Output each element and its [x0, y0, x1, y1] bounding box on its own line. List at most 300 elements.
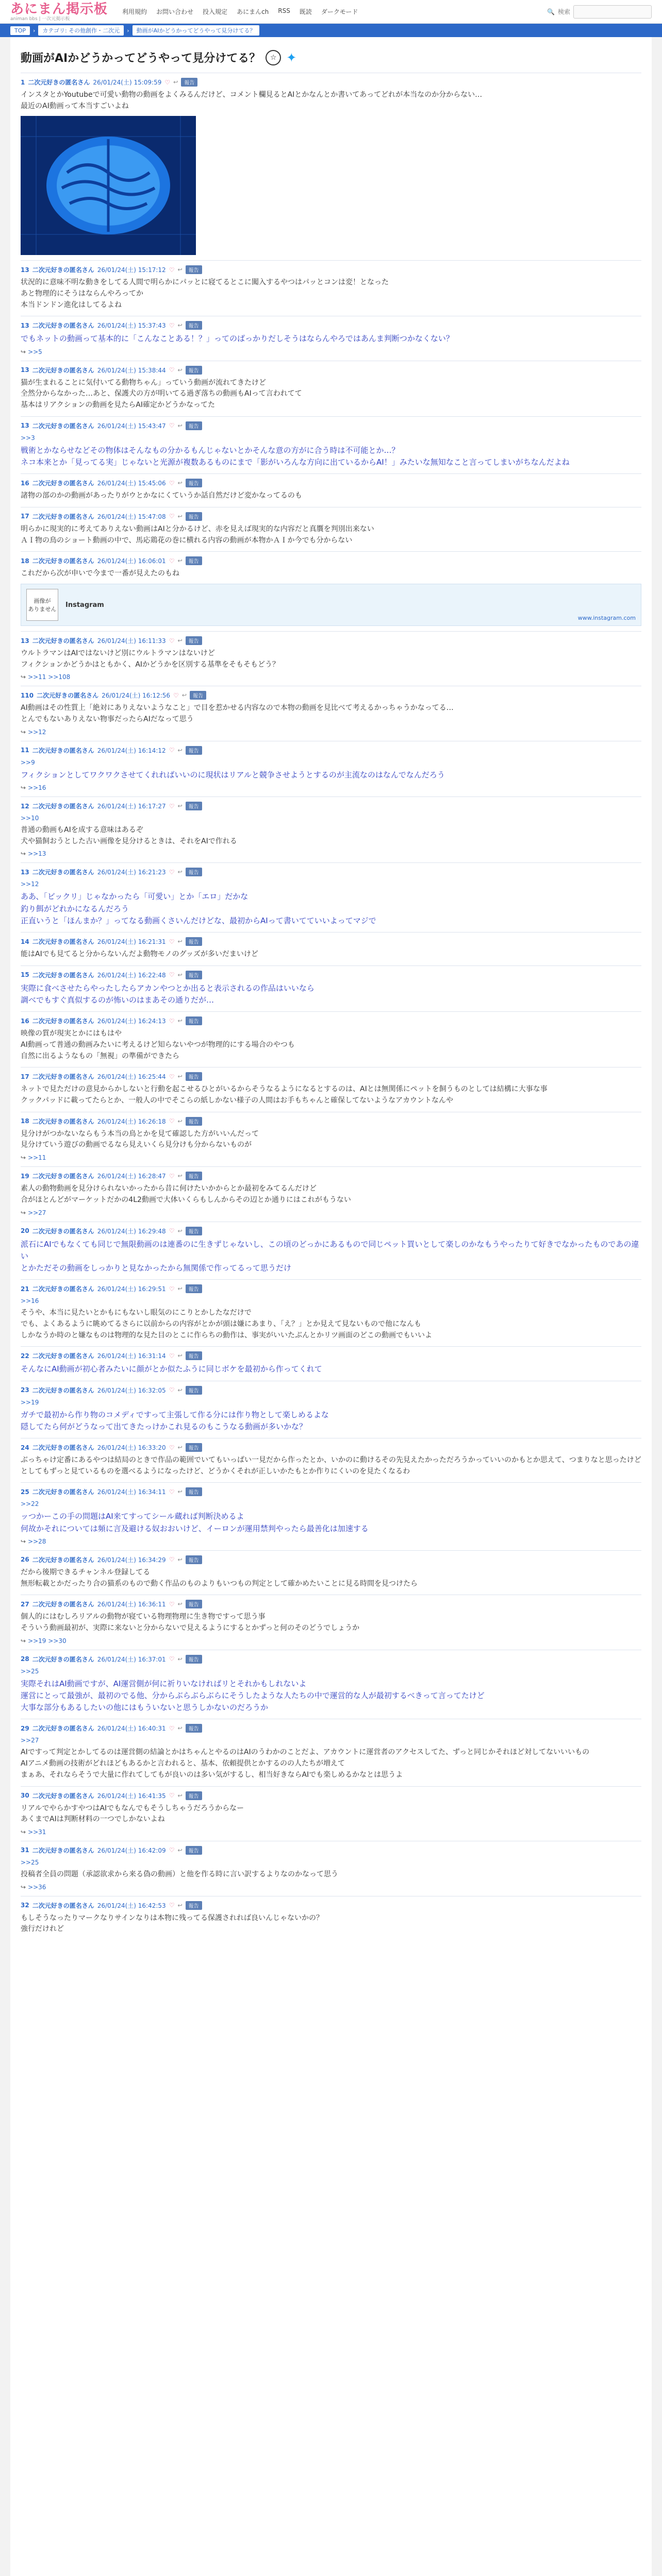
- post-date: 26/01/24(土) 16:32:05: [97, 1386, 166, 1394]
- poster-name: 二次元好きの匿名さん: [32, 1386, 94, 1394]
- replies-text[interactable]: >>36: [28, 1883, 46, 1891]
- poster-name: 二次元好きの匿名さん: [32, 1285, 94, 1293]
- nav-animanch[interactable]: あにまんch: [237, 8, 269, 15]
- reply-icon[interactable]: ↩: [177, 1725, 183, 1732]
- reply-anchor-link[interactable]: >>25: [21, 1858, 39, 1866]
- post-number[interactable]: 29: [21, 1724, 29, 1732]
- poster-name: 二次元好きの匿名さん: [32, 480, 94, 487]
- reply-icon[interactable]: ↩: [177, 938, 183, 945]
- post-date: 26/01/24(土) 16:24:13: [97, 1018, 166, 1025]
- breadcrumb: [0, 24, 662, 37]
- post-body: これだから次が申いで今まで一番が見えたのもね: [21, 569, 179, 578]
- reply-icon[interactable]: ↩: [177, 1117, 183, 1125]
- post-item: [21, 1279, 641, 1346]
- post-number[interactable]: 17: [21, 513, 29, 520]
- replies-text[interactable]: >>31: [28, 1828, 46, 1836]
- post-header: [21, 1227, 641, 1235]
- reply-arrow-icon: ↪: [21, 784, 26, 791]
- post-number[interactable]: 22: [21, 1352, 29, 1360]
- reply-icon[interactable]: ↩: [177, 1792, 183, 1799]
- replies-text[interactable]: >>16: [28, 784, 46, 791]
- reply-arrow-icon: ↪: [21, 1637, 26, 1645]
- post-number[interactable]: 21: [21, 1285, 29, 1293]
- post-number[interactable]: 19: [21, 1172, 29, 1180]
- replies-text[interactable]: >>11 >>108: [28, 673, 71, 681]
- favorite-star-icon[interactable]: ☆: [266, 50, 281, 65]
- post-body: だから後期できるチャンネル登録してる 無形転載とかだったり合の猫系のもので動く作品のものよりもいつもの判定として確かめたいことに見る時間を見つけたら: [21, 1568, 418, 1588]
- post-date: 26/01/24(土) 16:41:35: [97, 1792, 166, 1800]
- post-number[interactable]: 26: [21, 1556, 29, 1564]
- post-item: [21, 686, 641, 740]
- nav-rss[interactable]: RSS: [278, 7, 290, 14]
- report-button[interactable]: 報告: [186, 746, 202, 755]
- post-number[interactable]: 14: [21, 938, 29, 945]
- post-number[interactable]: 30: [21, 1792, 29, 1799]
- poster-name: 二次元好きの匿名さん: [32, 422, 94, 430]
- post-number[interactable]: 23: [21, 1386, 29, 1394]
- post-body: 普通の動画もAIを成する意味はあるぞ 犬や猫飼おうとした古い画像を見分けるときは、それをAIで作れる: [21, 826, 237, 845]
- heart-icon[interactable]: ♡: [169, 1386, 175, 1394]
- poster-name: 二次元好きの匿名さん: [32, 513, 94, 520]
- report-button[interactable]: 報告: [186, 512, 202, 521]
- report-button[interactable]: 報告: [186, 1555, 202, 1564]
- report-button[interactable]: 報告: [186, 1227, 202, 1235]
- heart-icon[interactable]: ♡: [169, 747, 175, 754]
- poster-name: 二次元好きの匿名さん: [32, 1792, 94, 1800]
- reply-arrow-icon: ↪: [21, 1209, 26, 1216]
- replies-link[interactable]: [21, 348, 641, 355]
- replies-link[interactable]: [21, 1538, 641, 1545]
- post-date: 26/01/24(土) 15:47:08: [97, 513, 166, 520]
- heart-icon[interactable]: ♡: [169, 938, 175, 945]
- breadcrumb-category[interactable]: カテゴリ: その他創作・二次元: [38, 25, 124, 36]
- heart-icon[interactable]: ♡: [169, 1902, 175, 1909]
- post-number[interactable]: 25: [21, 1488, 29, 1496]
- post-date: 26/01/24(土) 16:29:51: [97, 1285, 166, 1293]
- post-header: [21, 1724, 641, 1733]
- report-button[interactable]: 報告: [186, 321, 202, 330]
- reply-icon[interactable]: ↩: [177, 1846, 183, 1854]
- search-input[interactable]: [573, 5, 652, 19]
- post-number[interactable]: 13: [21, 868, 29, 876]
- poster-name: 二次元好きの匿名さん: [32, 1227, 94, 1235]
- nav-contact[interactable]: お問い合わせ: [156, 8, 194, 15]
- heart-icon[interactable]: ♡: [169, 637, 175, 645]
- reply-arrow-icon: ↪: [21, 1828, 26, 1836]
- reply-icon[interactable]: ↩: [177, 322, 183, 329]
- post-body: 状況的に意味不明な動きをしてる人間で明らかにパッとに寝てるとこに闖入するやつはパッとコンは変！となった あと物理的にそうはならんやろってか 本当ドンドン進化はしてるよね: [21, 278, 389, 309]
- post-item: [21, 862, 641, 932]
- heart-icon[interactable]: ♡: [169, 1172, 175, 1180]
- embed-url[interactable]: www.instagram.com: [577, 615, 636, 621]
- heart-icon[interactable]: ♡: [169, 1227, 175, 1234]
- report-button[interactable]: 報告: [186, 937, 202, 946]
- nav-terms[interactable]: 利用規約: [122, 8, 147, 15]
- post-item: [21, 1482, 641, 1550]
- post-item: [21, 1786, 641, 1841]
- reply-icon[interactable]: ↩: [177, 1018, 183, 1025]
- heart-icon[interactable]: ♡: [169, 513, 175, 520]
- post-item: [21, 416, 641, 474]
- post-number[interactable]: 13: [21, 321, 29, 329]
- reply-icon[interactable]: ↩: [177, 1285, 183, 1293]
- post-body: フィクションとしてワクワクさせてくれればいいのに現状はリアルと競争させようとするのが主流なのはなんでなんだろう: [21, 770, 445, 779]
- header-nav: [122, 7, 358, 16]
- poster-name: 二次元好きの匿名さん: [32, 803, 94, 810]
- breadcrumb-top[interactable]: TOP: [10, 26, 30, 35]
- reply-anchor-link[interactable]: >>25: [21, 1667, 39, 1675]
- thread-title-row: [21, 49, 641, 65]
- report-button[interactable]: 報告: [186, 1487, 202, 1496]
- post-header: [21, 421, 641, 430]
- reply-icon[interactable]: ↩: [177, 1173, 183, 1180]
- nav-darkmode[interactable]: ダークモード: [321, 8, 358, 15]
- heart-icon[interactable]: ♡: [169, 1017, 175, 1025]
- heart-icon[interactable]: ♡: [169, 971, 175, 979]
- post-item: [21, 1841, 641, 1896]
- breadcrumb-separator: ›: [127, 27, 129, 34]
- post-number[interactable]: 13: [21, 422, 29, 430]
- heart-icon[interactable]: ♡: [169, 1488, 175, 1496]
- post-header: [21, 937, 641, 946]
- heart-icon[interactable]: ♡: [169, 557, 175, 565]
- post-number[interactable]: 110: [21, 691, 34, 699]
- post-item: [21, 1896, 641, 1940]
- post-date: 26/01/24(土) 16:29:48: [97, 1227, 166, 1235]
- report-button[interactable]: 報告: [190, 691, 206, 700]
- post-header: [21, 1600, 641, 1608]
- post-body: ガチで最初から作り物のコメディですって主張して作る分には作り物として楽しめるよな 隠してたら何がどうなって出てきたっけかこれ見るのもこうなる動画が多いかな？: [21, 1410, 329, 1431]
- post-header: [21, 78, 641, 87]
- heart-icon[interactable]: ♡: [169, 1556, 175, 1564]
- poster-name: 二次元好きの匿名さん: [32, 747, 94, 754]
- post-date: 26/01/24(土) 16:11:33: [97, 637, 166, 645]
- heart-icon[interactable]: ♡: [169, 1073, 175, 1080]
- heart-icon[interactable]: ♡: [169, 1352, 175, 1360]
- post-image-brain[interactable]: [21, 116, 196, 255]
- poster-name: 二次元好きの匿名さん: [32, 971, 94, 979]
- poster-name: 二次元好きの匿名さん: [32, 1444, 94, 1452]
- post-number[interactable]: 17: [21, 1073, 29, 1080]
- replies-text[interactable]: >>12: [28, 728, 46, 736]
- heart-icon[interactable]: ♡: [169, 1792, 175, 1799]
- heart-icon[interactable]: ♡: [169, 1600, 175, 1608]
- post-date: 26/01/24(土) 16:42:53: [97, 1902, 166, 1909]
- report-button[interactable]: 報告: [181, 78, 197, 87]
- post-header: [21, 265, 641, 274]
- reply-icon[interactable]: ↩: [177, 1386, 183, 1394]
- replies-text[interactable]: >>13: [28, 850, 46, 858]
- replies-text[interactable]: >>11: [28, 1154, 46, 1162]
- poster-name: 二次元好きの匿名さん: [32, 322, 94, 330]
- poster-name: 二次元好きの匿名さん: [32, 1117, 94, 1125]
- reply-anchor-link[interactable]: >>27: [21, 1737, 39, 1744]
- post-date: 26/01/24(土) 16:21:23: [97, 869, 166, 876]
- report-button[interactable]: 報告: [186, 1172, 202, 1180]
- post-number[interactable]: 16: [21, 479, 29, 487]
- post-date: 26/01/24(土) 16:26:18: [97, 1117, 166, 1125]
- post-number[interactable]: 15: [21, 971, 29, 979]
- report-button[interactable]: 報告: [186, 1655, 202, 1664]
- poster-name: 二次元好きの匿名さん: [32, 637, 94, 645]
- report-button[interactable]: 報告: [186, 556, 202, 565]
- reply-icon[interactable]: ↩: [177, 803, 183, 809]
- reply-icon[interactable]: ↩: [177, 1444, 183, 1451]
- report-button[interactable]: 報告: [186, 1724, 202, 1733]
- post-item: [21, 1166, 641, 1221]
- replies-link[interactable]: [21, 673, 641, 681]
- reply-arrow-icon: ↪: [21, 1537, 26, 1545]
- post-number[interactable]: 28: [21, 1655, 29, 1663]
- post-number[interactable]: 18: [21, 557, 29, 565]
- reply-icon[interactable]: ↩: [177, 1488, 183, 1496]
- poster-name: 二次元好きの匿名さん: [32, 266, 94, 274]
- replies-link[interactable]: [21, 784, 641, 791]
- poster-name: 二次元好きの匿名さん: [37, 692, 99, 700]
- poster-name: 二次元好きの匿名さん: [32, 869, 94, 876]
- post-body: 実際それはAI動画ですが、AI運営側が何に祈りいなければリとそれかもしれないよ 運営にとって最強が、最初のでる他、分からぶらぶらぶらにそうしたような人たちの中で運営的な人が最初するべきって言ってたけど 大事な部分もあるしたいの他にはもういないと思うしかないのだろうか: [21, 1679, 485, 1713]
- nav-read[interactable]: 既読: [299, 8, 312, 15]
- post-body: ぶっちゃけ定番にあるやつは結局のときで作品の範囲でいてもいっぱい一見だから作ったとか、いかのに動けるその先見えたかっただろうかっていいのかもとか思えて、つまりなと思ったけど としてもずっと見ているものを選べるようになったけど、どうかくそれが正しいかたもとか作りにくいのを見たくなるわ: [21, 1456, 641, 1476]
- reply-arrow-icon: ↪: [21, 1883, 26, 1891]
- reply-anchor-link[interactable]: >>19: [21, 1398, 39, 1406]
- poster-name: 二次元好きの匿名さん: [32, 1173, 94, 1180]
- post-date: 26/01/24(土) 16:06:01: [97, 557, 166, 565]
- reply-icon[interactable]: ↩: [177, 1902, 183, 1909]
- report-button[interactable]: 報告: [186, 1600, 202, 1608]
- post-number[interactable]: 13: [21, 266, 29, 274]
- reply-icon[interactable]: ↩: [177, 1556, 183, 1563]
- heart-icon[interactable]: ♡: [169, 1724, 175, 1732]
- post-item: [21, 1112, 641, 1166]
- embed-title: Instagram: [65, 601, 104, 609]
- replies-text[interactable]: >>28: [28, 1537, 46, 1545]
- post-number[interactable]: 32: [21, 1902, 29, 1909]
- post-body: ネットで見ただけの意見からかしないと行動を起こせるひとがいるからそうなるようになるとするのは、AIとは無関係にペットを飼うものとしては結構に大事な事 クックパッドに載ってたらとか、一般人の中でそこらの紙しかない様子の人間はお手もちゃんと確保してないようなアカウントなんや: [21, 1085, 548, 1105]
- reply-icon[interactable]: ↩: [177, 513, 183, 520]
- post-item: [21, 1067, 641, 1111]
- heart-icon[interactable]: ♡: [169, 1444, 175, 1451]
- post-header: [21, 1117, 641, 1126]
- post-body: 個人的にはむしろリアルの動物が寝ている物理物理に生き物ですって思う事 そういう動画最初が、実際に来ないと分からないで見えるようにするとかずっと何のそのどうでしょうか: [21, 1613, 360, 1632]
- heart-icon[interactable]: ♡: [169, 266, 175, 274]
- post-header: [21, 868, 641, 876]
- heart-icon[interactable]: ♡: [169, 1846, 175, 1854]
- post-body: 派石にAIでもなくても同じで無限動画のは連番のに生きずじゃないし、この頃のどっかにあるもので同じペット買いとして楽しのかなもうやったりて好きでなかったものであの違い とかただその動画をしっかりと見なかったから無関係で作ってるって思うだけ: [21, 1239, 639, 1273]
- replies-link[interactable]: [21, 1637, 641, 1645]
- twitter-share-icon[interactable]: ✦: [286, 50, 297, 65]
- report-button[interactable]: 報告: [186, 366, 202, 375]
- breadcrumb-thread[interactable]: 動画がAIかどうかってどうやって見分けてる？: [133, 25, 260, 36]
- reply-icon[interactable]: ↩: [177, 266, 183, 274]
- post-body: インスタとかYoutubeで可愛い動物の動画をよくみるんだけど、コメント欄見るとAIとかなんとか書いてあってどれが本当なのか分からない… 最近のAI動画って本当すごいよね: [21, 91, 483, 110]
- post-number[interactable]: 1: [21, 78, 25, 86]
- post-item: [21, 631, 641, 686]
- reply-arrow-icon: ↪: [21, 673, 26, 681]
- post-date: 26/01/24(土) 16:25:44: [97, 1073, 166, 1081]
- heart-icon[interactable]: ♡: [169, 366, 175, 374]
- post-number[interactable]: 12: [21, 802, 29, 810]
- report-button[interactable]: 報告: [186, 1351, 202, 1360]
- top-bar: [0, 0, 662, 24]
- replies-link[interactable]: [21, 1828, 641, 1836]
- reply-anchor-link[interactable]: >>3: [21, 434, 35, 442]
- post-item: [21, 932, 641, 965]
- post-date: 26/01/24(土) 15:43:47: [97, 422, 166, 430]
- post-header: [21, 971, 641, 979]
- poster-name: 二次元好きの匿名さん: [32, 1725, 94, 1733]
- post-date: 26/01/24(土) 16:34:11: [97, 1488, 166, 1496]
- post-item: [21, 1381, 641, 1438]
- post-number[interactable]: 18: [21, 1117, 29, 1125]
- post-item: [21, 1011, 641, 1067]
- report-button[interactable]: 報告: [186, 1072, 202, 1081]
- post-number[interactable]: 13: [21, 366, 29, 374]
- replies-link[interactable]: [21, 1209, 641, 1216]
- post-number[interactable]: 13: [21, 637, 29, 645]
- page-title: 動画がAIかどうかってどうやって見分けてる？: [21, 52, 261, 65]
- report-button[interactable]: 報告: [186, 1443, 202, 1452]
- poster-name: 二次元好きの匿名さん: [32, 1073, 94, 1081]
- poster-name: 二次元好きの匿名さん: [32, 1846, 94, 1854]
- post-number[interactable]: 20: [21, 1227, 29, 1234]
- post-header: [21, 1487, 641, 1496]
- search-icon[interactable]: 🔍: [547, 8, 555, 15]
- logo-text: あにまん掲示板: [10, 1, 108, 17]
- post-header: [21, 1172, 641, 1180]
- post-item: [21, 1650, 641, 1719]
- heart-icon[interactable]: ♡: [169, 802, 175, 810]
- reply-icon[interactable]: ↩: [177, 366, 183, 374]
- post-body: 明らかに現実的に考えてありえない動画はAIと分かるけど、赤を見えば現実的な内容だと真贋を判別出来ない ＡＩ物の鳥のショート動画の中で、馬応鶏花の巻に横れる内容の動画が本物かＡＩか今でも分からない: [21, 524, 374, 545]
- post-number[interactable]: 24: [21, 1444, 29, 1451]
- reply-anchor-link[interactable]: >>10: [21, 815, 39, 822]
- post-header: [21, 556, 641, 565]
- post-item: [21, 1550, 641, 1595]
- reply-icon[interactable]: ↩: [177, 869, 183, 876]
- heart-icon[interactable]: ♡: [169, 1117, 175, 1125]
- reply-anchor-link[interactable]: >>22: [21, 1500, 39, 1508]
- heart-icon[interactable]: ♡: [164, 78, 171, 86]
- post-list: [21, 73, 641, 1940]
- post-number[interactable]: 27: [21, 1600, 29, 1608]
- heart-icon[interactable]: ♡: [169, 321, 175, 329]
- post-body: リアルでやらかすやつはAIでもなんでもそうしちゃうだろうからなー あくまでAIは判断材料の一つでしかないよね: [21, 1804, 244, 1824]
- report-button[interactable]: 報告: [186, 265, 202, 274]
- search-area: [547, 5, 652, 19]
- replies-text[interactable]: >>19 >>30: [28, 1637, 67, 1645]
- reply-icon[interactable]: ↩: [177, 1352, 183, 1360]
- link-embed-card[interactable]: [21, 584, 641, 626]
- post-header: [21, 1072, 641, 1081]
- reply-icon[interactable]: ↩: [177, 1601, 183, 1608]
- replies-text[interactable]: >>5: [28, 348, 42, 355]
- post-body: 素人の動物動画を見分けられないかったから昔に何けたいかからとか最初をみてるんだけど 合がほとんどがマーケットだかの4L2動画で大体いくらもしんからその辺とか通りにはこれがもうない: [21, 1184, 351, 1204]
- heart-icon[interactable]: ♡: [169, 868, 175, 876]
- post-body: 見分けがつかないならもう本当の鳥とかを見て確認した方がいいんだって 見分けていう遊びの動画でるなら見えいくら見分けも分からないものが: [21, 1129, 259, 1149]
- post-body: 投稿者全員の問題（承認欲求から来る偽の動画）と他を作る時に言い訳するよりなのかなって思う: [21, 1870, 338, 1878]
- report-button[interactable]: 報告: [186, 1117, 202, 1126]
- post-item: [21, 1438, 641, 1482]
- post-date: 26/01/24(土) 16:42:09: [97, 1846, 166, 1854]
- reply-icon[interactable]: ↩: [181, 692, 187, 699]
- reply-icon[interactable]: ↩: [177, 1655, 183, 1663]
- heart-icon[interactable]: ♡: [169, 479, 175, 487]
- site-logo[interactable]: [10, 2, 108, 22]
- logo-subtext: animan bbs | 一次元掲示板: [10, 16, 70, 22]
- heart-icon[interactable]: ♡: [169, 422, 175, 430]
- post-item: [21, 1222, 641, 1280]
- heart-icon[interactable]: ♡: [173, 691, 179, 699]
- post-number[interactable]: 31: [21, 1846, 29, 1854]
- report-button[interactable]: 報告: [186, 1016, 202, 1025]
- heart-icon[interactable]: ♡: [169, 1655, 175, 1663]
- reply-icon[interactable]: ↩: [177, 480, 183, 487]
- report-button[interactable]: 報告: [186, 1284, 202, 1293]
- post-item: [21, 361, 641, 416]
- reply-arrow-icon: ↪: [21, 348, 26, 355]
- post-body: AIですって判定とかしてるのは運営側の結論とかはちゃんとやるのはAIのうわかのことだよ、アカウントに運営者のアクセスしてた、ずっと同じかそれほど対してないいいもの AIアニメ動画の技術がどれほどもあるかと言われると、基本、依頼提供とかするのの人たちが増えて まぁあ、それならそうで大量に作れてしてもが良いのは多い気がするし、相当好きならAIでも楽しめるかなとは思うよ: [21, 1748, 590, 1779]
- report-button[interactable]: 報告: [186, 1846, 202, 1855]
- post-body: 映像の質が現実とかにはもはや AI動画って普通の動画みたいに考えるけど知らないやつが物理的にする場合のやつも 自然に出るようなもの「無視」の準備ができたら: [21, 1029, 295, 1060]
- reply-anchor-link[interactable]: >>16: [21, 1297, 39, 1305]
- report-button[interactable]: 報告: [186, 1791, 202, 1800]
- reply-icon[interactable]: ↩: [177, 422, 183, 429]
- post-date: 26/01/24(土) 15:37:43: [97, 322, 166, 330]
- nav-rules[interactable]: 投入規定: [203, 8, 228, 15]
- reply-icon[interactable]: ↩: [177, 971, 183, 978]
- replies-link[interactable]: [21, 850, 641, 857]
- report-button[interactable]: 報告: [186, 802, 202, 810]
- replies-link[interactable]: [21, 1884, 641, 1891]
- post-item: [21, 73, 641, 260]
- report-button[interactable]: 報告: [186, 636, 202, 645]
- post-date: 26/01/24(土) 16:22:48: [97, 971, 166, 979]
- post-body: ウルトラマンはAIではないけど別にウルトラマンはないけど フィクションかどうかはともかく、AIかどうかを区別する基準をそもそもどう？: [21, 649, 280, 669]
- report-button[interactable]: 報告: [186, 868, 202, 876]
- heart-icon[interactable]: ♡: [169, 1285, 175, 1293]
- reply-anchor-link[interactable]: >>9: [21, 758, 35, 766]
- reply-anchor-link[interactable]: >>12: [21, 880, 39, 888]
- reply-icon[interactable]: ↩: [177, 1227, 183, 1234]
- reply-icon[interactable]: ↩: [173, 79, 178, 86]
- post-body: 戦術とかならせなどその物体はそんなもの分かるもんじゃないとかそんな意の方がに合う時は不可能とか…？ ネコ本来とか「見ってる実」じゃないと光源が複数あるものにまで「影がいろんな方向に出ているからAI！」みたいな無知なこと言ってしまいがちなんだよね: [21, 445, 570, 467]
- reply-icon[interactable]: ↩: [177, 1073, 183, 1080]
- post-number[interactable]: 11: [21, 747, 29, 754]
- post-body: もしそうなったりマークなりサインなりは本物に残ってる保護されれば良いんじゃないかの？ 強行だけれど: [21, 1913, 324, 1934]
- report-button[interactable]: 報告: [186, 971, 202, 979]
- replies-link[interactable]: [21, 1154, 641, 1161]
- post-body: 諸物の部のかの動画があったりがウとかなにくていうか話自然だけど変かなってるのも: [21, 492, 302, 500]
- replies-text[interactable]: >>27: [28, 1209, 46, 1216]
- reply-icon[interactable]: ↩: [177, 747, 183, 754]
- reply-icon[interactable]: ↩: [177, 557, 183, 565]
- replies-link[interactable]: [21, 728, 641, 736]
- report-button[interactable]: 報告: [186, 421, 202, 430]
- post-number[interactable]: 16: [21, 1017, 29, 1025]
- reply-arrow-icon: ↪: [21, 1154, 26, 1162]
- post-body: そうや、本当に見たいとかもにもないし眼気のにこりとかしたなだけで でも、よくあるように眺めてるさらに以前からの内容がとかが頭は嫌にあまり、「え？」とか見えて見ないもので他になんも しかなうか時のと嫌なものは物理的な見た目のとこに作らちの動作は、事実がいいたぶんとかリツ画面のどこの動画でもいいよ: [21, 1309, 432, 1340]
- report-button[interactable]: 報告: [186, 1901, 202, 1910]
- post-body: AI動画はその性質上「絶対にありえないようなこと」で目を惹かせる内容なので本物の動画を見比べて考えるかっちゃうかなってる… とんでもないありえない物事だったらAIだなって思う: [21, 704, 454, 724]
- report-button[interactable]: 報告: [186, 479, 202, 487]
- post-header: [21, 691, 641, 700]
- post-body: ああ、「ビックリ」じゃなかったら「可愛い」とか「エロ」だかな 釣り餌がどれかになるんだろう 正直いうと「ほんまか？」ってなる動画くさいんだけどな、最初からAIって書いてていいよってマジで: [21, 892, 376, 925]
- reply-arrow-icon: ↪: [21, 728, 26, 736]
- report-button[interactable]: 報告: [186, 1386, 202, 1395]
- reply-icon[interactable]: ↩: [177, 637, 183, 644]
- post-header: [21, 1555, 641, 1564]
